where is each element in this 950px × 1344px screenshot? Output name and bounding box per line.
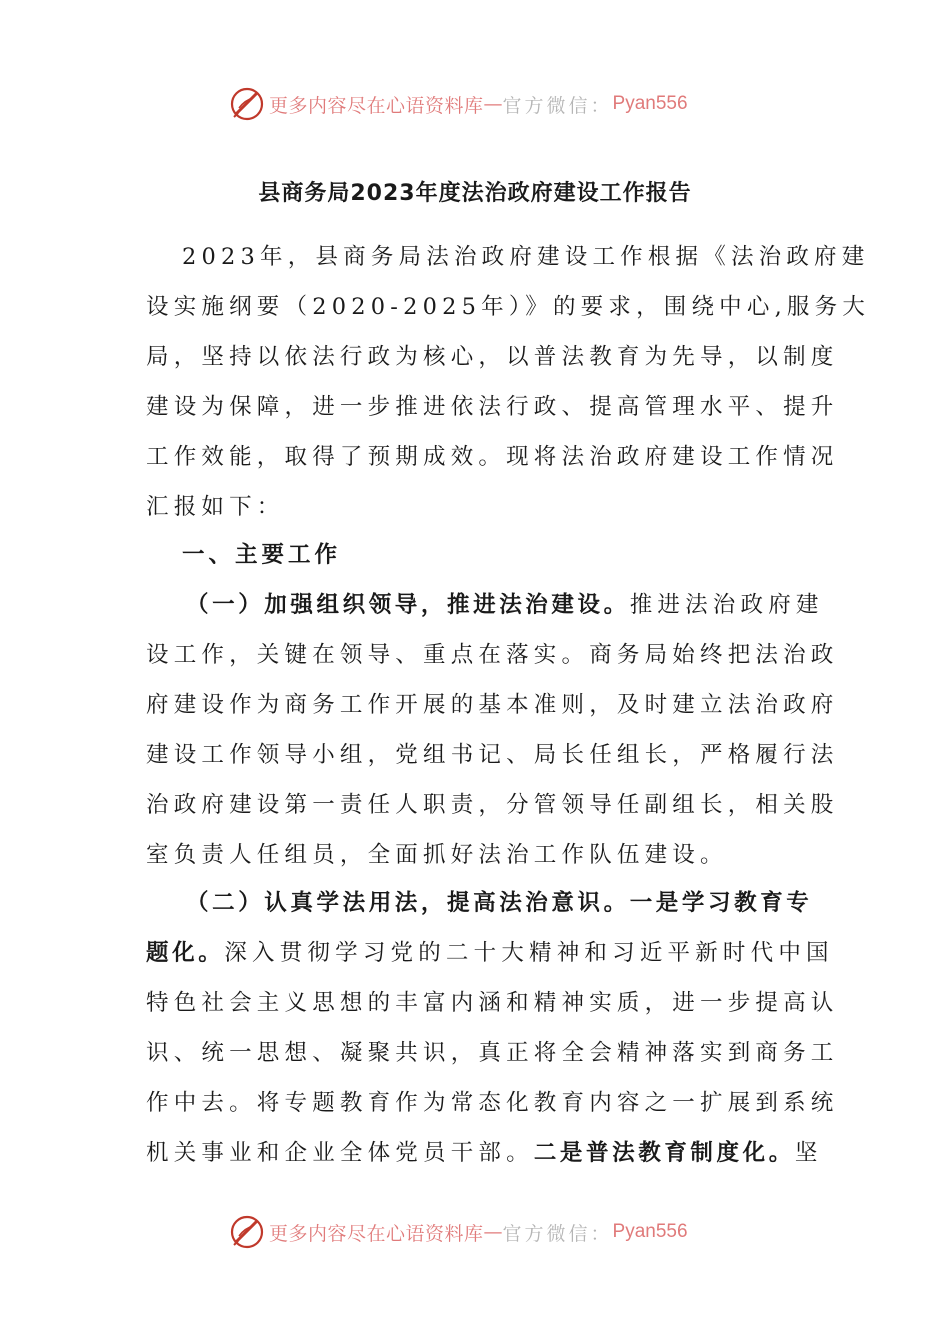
text-line: 设实施纲要（2020-2025年）》的要求，围绕中心,服务大 — [146, 294, 871, 320]
text-line: 治政府建设第一责任人职责，分管领导任副组长，相关股 — [146, 792, 839, 818]
document-title: 县商务局2023年度法治政府建设工作报告 — [258, 181, 692, 206]
watermark-footer — [229, 1212, 688, 1252]
intro-paragraph — [146, 232, 871, 532]
paragraph-2 — [146, 878, 839, 1178]
watermark-account: Pyan556 — [612, 93, 688, 114]
text-line: 特色社会主义思想的丰富内涵和精神实质，进一步提高认 — [146, 990, 839, 1016]
paragraph-lead: （一）加强组织领导，推进法治建设。 — [186, 592, 630, 618]
pen-logo-icon — [229, 86, 265, 122]
text-line: 局，坚持以依法行政为核心，以普法教育为先导，以制度 — [146, 344, 839, 370]
text-line: 设工作，关键在领导、重点在落实。商务局始终把法治政 — [146, 642, 839, 668]
paragraph-lead-cont: 题化。 — [146, 940, 225, 966]
watermark-slogan: 更多内容尽在心语资料库 — [269, 94, 484, 117]
paragraph-lead: （二）认真学法用法，提高法治意识。一是学习教育专 — [186, 890, 813, 916]
text-line: 府建设作为商务工作开展的基本准则，及时建立法治政府 — [146, 692, 839, 718]
text-line — [146, 1128, 823, 1178]
text-line: 室负责人任组员，全面抓好法治工作队伍建设。 — [146, 842, 728, 868]
text-line: 工作效能，取得了预期成效。现将法治政府建设工作情况 — [146, 444, 839, 470]
text-segment: 坚 — [794, 1140, 823, 1166]
watermark-account: Pyan556 — [612, 1221, 688, 1242]
watermark-label: 官方微信： — [502, 1222, 613, 1245]
section-heading: 一、主要工作 — [182, 542, 342, 568]
watermark-separator: — — [483, 1221, 503, 1243]
watermark-header — [229, 84, 688, 124]
text-line: 2023年，县商务局法治政府建设工作根据《法治政府建 — [182, 244, 870, 270]
text-line: 作中去。将专题教育作为常态化教育内容之一扩展到系统 — [146, 1090, 839, 1116]
pen-logo-icon — [229, 1214, 265, 1250]
watermark-slogan: 更多内容尽在心语资料库 — [269, 1222, 484, 1245]
text-line: 汇报如下： — [146, 494, 285, 520]
text-line — [146, 928, 834, 978]
paragraph-1 — [146, 580, 839, 880]
text-line: 建设为保障，进一步推进依法行政、提高管理水平、提升 — [146, 394, 839, 420]
text-line — [146, 878, 813, 928]
text-line: 建设工作领导小组，党组书记、局长任组长，严格履行法 — [146, 742, 839, 768]
watermark-label: 官方微信： — [502, 94, 613, 117]
text-line: 识、统一思想、凝聚共识，真正将全会精神落实到商务工 — [146, 1040, 839, 1066]
section-heading-block — [146, 530, 806, 580]
subpoint-lead: 二是普法教育制度化。 — [533, 1140, 795, 1166]
text-segment: 深入贯彻学习党的二十大精神和习近平新时代中国 — [224, 940, 834, 966]
text-segment: 机关事业和企业全体党员干部。 — [146, 1140, 534, 1166]
watermark-separator: — — [483, 93, 503, 115]
text-segment: 推进法治政府建 — [629, 592, 824, 618]
text-line — [146, 580, 824, 630]
